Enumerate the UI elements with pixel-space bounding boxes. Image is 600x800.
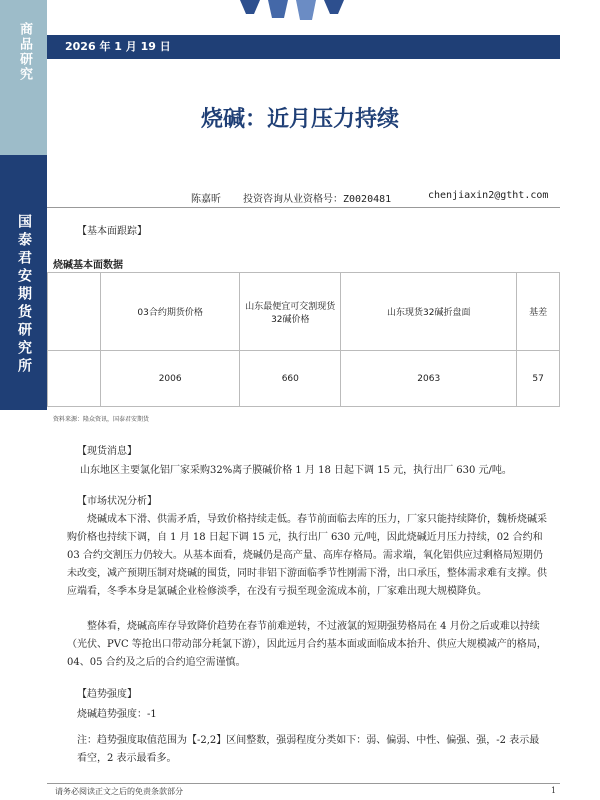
market-paragraph-1: 烧碱成本下滑、供需矛盾，导致价格持续走低。春节前面临去库的压力，厂家只能持续降价，魏桥烧碱采购价格也持续下调，自 1 月 18 日起下调 15 元，执行出厂 630 元/吨，因此烧碱近月压力持续，02 合约和 03 合约交割压力仍较大。从基本面看，烧碱仍是高产量、高库存格局。需求端，氧化铝供应过剩格局短期仍未改变，减产预期压制对烧碱的囤货，同时非铝下游面临季节性刚需下滑，出口承压，整体需求难有支撑。供应端看，冬季本身是氯碱企业检修淡季，在没有亏损至现金流成本前，厂家难出现大规模降负。 xyxy=(67,514,547,597)
market-paragraph-2: 整体看，烧碱高库存导致降价趋势在春节前难逆转，不过液氯的短期强势格局在 4 月份之后或难以持续（光伏、PVC 等抢出口带动部分耗氯下游），因此远月合约基本面或面临成本抬升、供应大规模减产的格局，04、05 合约及之后的合约追空需谨慎。 xyxy=(67,621,547,668)
header-cell: 山东最便宜可交割现货32碱价格 xyxy=(240,273,341,351)
header-cell: 山东现货32碱折盘面 xyxy=(341,273,517,351)
footer-disclaimer: 请务必阅读正文之后的免责条款部分 xyxy=(55,787,183,796)
date-bar: 2026 年 1 月 19 日 xyxy=(47,35,560,59)
spot-news-text: 山东地区主要氯化铝厂家采购32%离子膜碱价格 1 月 18 日起下调 15 元，执行出厂 630 元/吨。 xyxy=(80,465,512,476)
value-cell: 2006 xyxy=(101,351,240,407)
table-row xyxy=(48,351,560,407)
table-title: 烧碱基本面数据 xyxy=(53,260,123,271)
value-cell: 2063 xyxy=(341,351,517,407)
header-cell: 基差 xyxy=(517,273,560,351)
trend-note: 注：趋势强度取值范围为【-2,2】区间整数，强弱程度分类如下：弱、偏弱、中性、偏强、强，-2 表示最看空，2 表示最看多。 xyxy=(77,735,540,764)
divider xyxy=(47,207,560,208)
footer-divider xyxy=(47,783,560,784)
trend-value: 烧碱趋势强度：-1 xyxy=(77,709,157,720)
section-fundamental: 【基本面跟踪】 xyxy=(77,226,147,237)
sidebar-top-label: 商品研究 xyxy=(17,22,32,82)
section-spot-news: 【现货消息】 xyxy=(77,446,137,457)
header-cell: 03合约期货价格 xyxy=(101,273,240,351)
author-name: 陈嘉昕 xyxy=(191,194,221,205)
page-number: 1 xyxy=(551,786,557,795)
author-email: chenjiaxin2@gtht.com xyxy=(428,190,549,201)
page-title: 烧碱：近月压力持续 xyxy=(200,107,399,132)
logo-graphic xyxy=(220,0,380,22)
value-cell: 660 xyxy=(240,351,341,407)
source-note: 资料来源：隆众资讯，国泰君安期货 xyxy=(53,416,150,423)
table-header-row xyxy=(48,273,560,351)
author-qualification: 投资咨询从业资格号：Z0020481 xyxy=(243,194,392,205)
section-market: 【市场状况分析】 xyxy=(77,496,157,507)
fundamental-table xyxy=(47,272,560,407)
value-cell: 57 xyxy=(517,351,560,407)
sidebar-bottom-label: 国泰君安期货研究所 xyxy=(16,214,32,376)
section-trend: 【趋势强度】 xyxy=(77,689,137,700)
